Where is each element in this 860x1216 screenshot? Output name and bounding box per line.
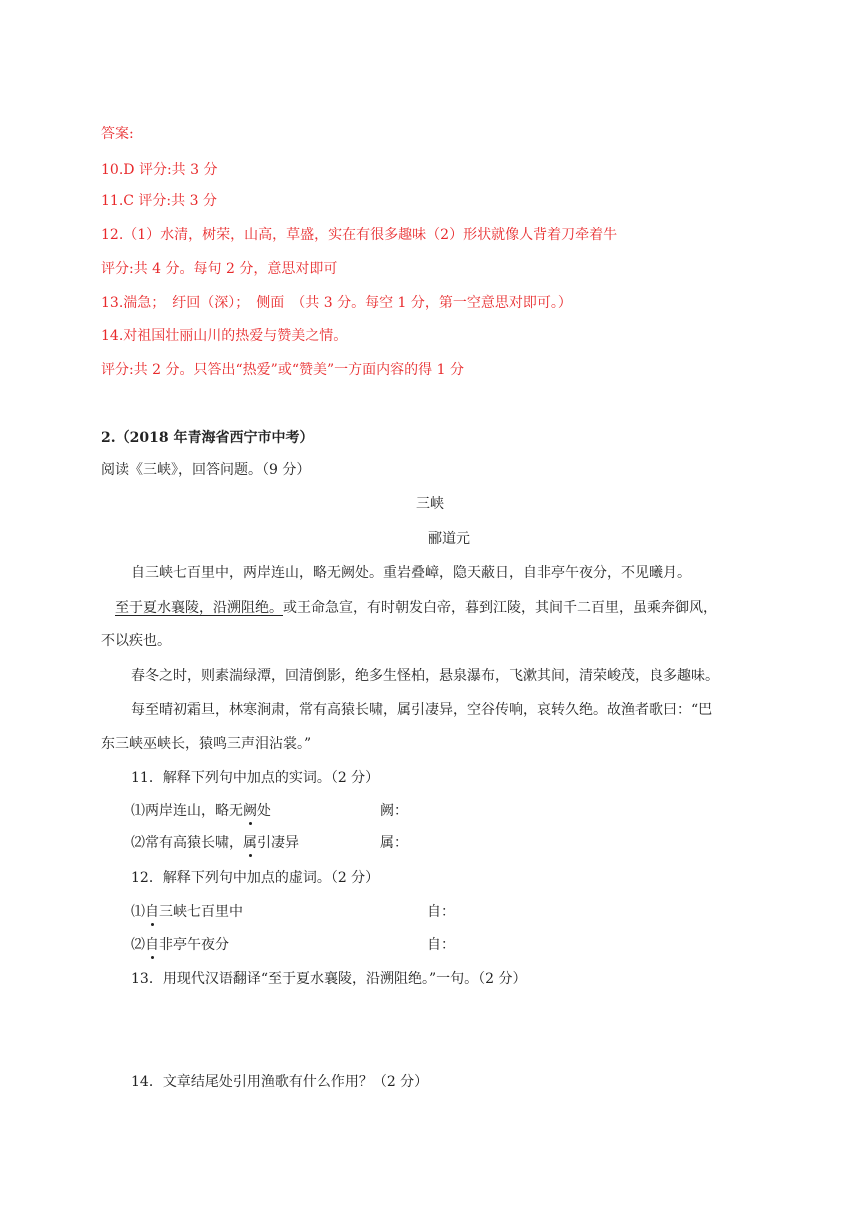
underlined-sentence: 至于夏水襄陵，沿溯阻绝。 — [115, 600, 283, 616]
passage-paragraph-2 — [115, 598, 717, 618]
question-12-item-2 — [131, 935, 229, 955]
answer-12-score: 评分:共 4 分。每句 2 分，意思对即可 — [101, 261, 338, 277]
question-12-item-1 — [131, 902, 243, 922]
passage-paragraph-2-cont: 不以疾也。 — [101, 633, 171, 649]
q11-1-dotted-char: 阙 — [243, 803, 257, 819]
passage-paragraph-1: 自三峡七百里中，两岸连山，略无阙处。重岩叠嶂，隐天蔽日，自非亭午夜分，不见曦月。 — [131, 565, 691, 581]
question-12: 12．解释下列句中加点的虚词。（2 分） — [131, 870, 380, 886]
question-14: 14．文章结尾处引用渔歌有什么作用？（2 分） — [131, 1074, 429, 1090]
question-header: 2.（2018 年青海省西宁市中考） — [101, 430, 314, 446]
q12-1-text-after: 三峡七百里中 — [159, 904, 243, 920]
reading-instruction: 阅读《三峡》，回答问题。（9 分） — [101, 462, 311, 478]
passage-paragraph-4-cont: 东三峡巫峡长，猿鸣三声泪沾裳。” — [101, 736, 312, 752]
q11-2-dotted-char: 属 — [243, 835, 257, 851]
answer-13: 13.湍急； 纡回（深）； 侧面 （共 3 分。每空 1 分，第一空意思对即可。） — [101, 295, 572, 311]
answer-12: 12.（1）水清，树荣，山高，草盛，实在有很多趣味（2）形状就像人背着刀牵着牛 — [101, 227, 618, 243]
q12-1-text: ⑴ — [131, 904, 145, 920]
q11-1-text: ⑴两岸连山，略无 — [131, 803, 243, 819]
question-13: 13．用现代汉语翻译“至于夏水襄陵，沿溯阻绝。”一句。（2 分） — [131, 971, 527, 987]
passage-paragraph-3: 春冬之时，则素湍绿潭，回清倒影，绝多生怪柏，悬泉瀑布，飞漱其间，清荣峻茂，良多趣味。 — [131, 668, 719, 684]
question-11-item-1-label: 阙： — [380, 803, 408, 819]
q12-2-text-after: 非亭午夜分 — [159, 937, 229, 953]
question-12-item-2-label: 自： — [427, 937, 455, 953]
answer-heading: 答案: — [101, 126, 134, 142]
passage-paragraph-4: 每至晴初霜旦，林寒涧肃，常有高猿长啸，属引凄异，空谷传响，哀转久绝。故渔者歌曰：“巴 — [131, 702, 713, 718]
passage-title: 三峡 — [416, 496, 444, 512]
answer-10: 10.D 评分:共 3 分 — [101, 162, 218, 178]
paragraph-2-rest: 或王命急宣，有时朝发白帝，暮到江陵，其间千二百里，虽乘奔御风， — [283, 600, 717, 616]
question-11-item-2 — [131, 833, 299, 853]
answer-14: 14.对祖国壮丽山川的热爱与赞美之情。 — [101, 328, 348, 344]
q12-2-dotted-char: 自 — [145, 937, 159, 953]
answer-11: 11.C 评分:共 3 分 — [101, 193, 217, 209]
question-11-item-2-label: 属： — [380, 835, 408, 851]
q11-1-text-after: 处 — [257, 803, 271, 819]
question-12-item-1-label: 自： — [427, 904, 455, 920]
q12-2-text: ⑵ — [131, 937, 145, 953]
question-11: 11．解释下列句中加点的实词。（2 分） — [131, 770, 380, 786]
q12-1-dotted-char: 自 — [145, 904, 159, 920]
q11-2-text: ⑵常有高猿长啸， — [131, 835, 243, 851]
question-11-item-1 — [131, 801, 271, 821]
q11-2-text-after: 引凄异 — [257, 835, 299, 851]
passage-author: 郦道元 — [428, 531, 470, 547]
answer-14-score: 评分:共 2 分。只答出“热爱”或“赞美”一方面内容的得 1 分 — [101, 362, 464, 378]
